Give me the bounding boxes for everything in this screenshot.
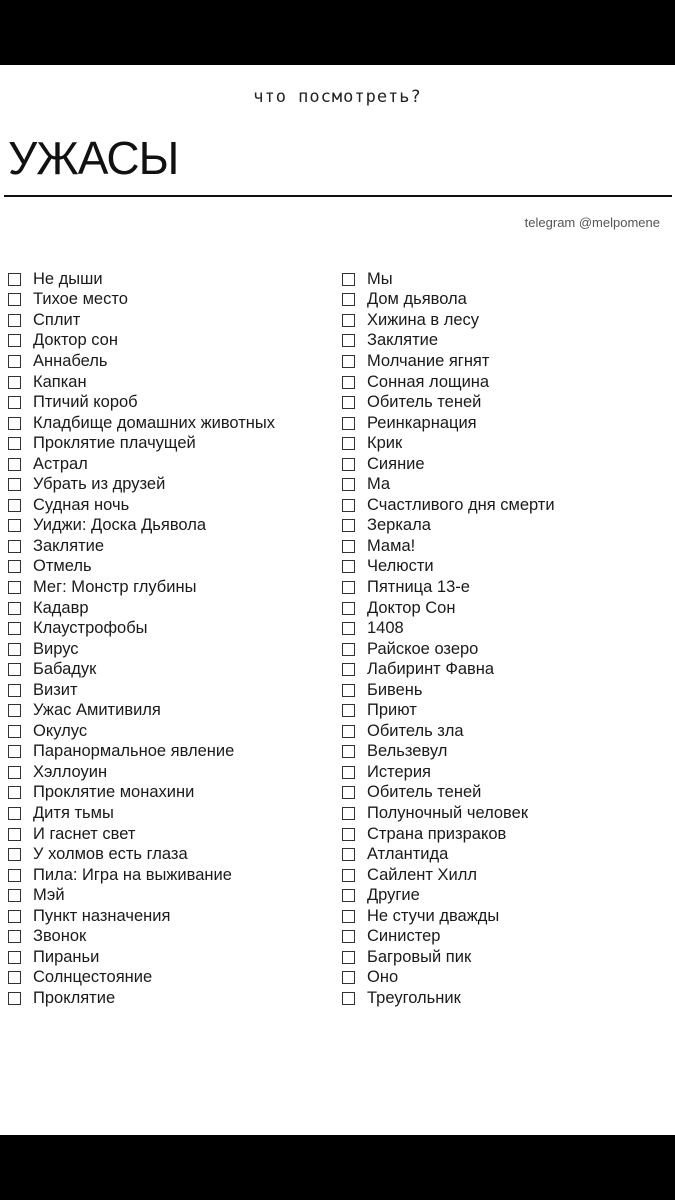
checklist-item[interactable] <box>8 495 275 516</box>
checklist-item-label: Приют <box>367 701 417 720</box>
checklist-item[interactable] <box>342 392 555 413</box>
checklist-item-label: Отмель <box>33 557 92 576</box>
checkbox[interactable] <box>8 355 21 368</box>
checkbox[interactable] <box>342 581 355 594</box>
checklist-item-label: Полуночный человек <box>367 803 529 822</box>
checkbox[interactable] <box>342 786 355 799</box>
checkbox[interactable] <box>342 540 355 553</box>
checkbox[interactable] <box>8 889 21 902</box>
checkbox[interactable] <box>342 396 355 409</box>
checklist-item-label: Астрал <box>33 454 88 473</box>
checklist-item[interactable] <box>8 290 275 311</box>
checkbox[interactable] <box>8 766 21 779</box>
checklist-item-label: Треугольник <box>367 988 461 1007</box>
checklist-item-label: Мы <box>367 269 393 288</box>
checkbox[interactable] <box>342 643 355 656</box>
checklist-item-label: Вельзевул <box>367 742 448 761</box>
checkbox[interactable] <box>8 930 21 943</box>
checklist-item[interactable] <box>8 557 275 578</box>
checklist-item[interactable] <box>8 618 275 639</box>
checklist-item-label: Ма <box>367 475 391 494</box>
checkbox[interactable] <box>8 828 21 841</box>
checklist-item-label: Обитель зла <box>367 721 464 740</box>
checkbox[interactable] <box>342 704 355 717</box>
checklist-item-label: Уиджи: Доска Дьявола <box>33 516 207 535</box>
checklist-item[interactable] <box>342 454 555 475</box>
checkbox[interactable] <box>8 519 21 532</box>
checkbox[interactable] <box>8 869 21 882</box>
checklist-item[interactable] <box>8 372 275 393</box>
checkbox[interactable] <box>342 355 355 368</box>
checklist-item[interactable] <box>342 742 555 763</box>
checkbox[interactable] <box>342 376 355 389</box>
checklist-item[interactable] <box>342 557 555 578</box>
checkbox[interactable] <box>8 602 21 615</box>
checkbox[interactable] <box>342 889 355 902</box>
checklist-item-label: Вирус <box>33 639 79 658</box>
checklist-item-label: Дом дьявола <box>367 290 467 309</box>
checklist-item[interactable] <box>342 988 555 1009</box>
checklist-item-label: Пила: Игра на выживание <box>33 865 232 884</box>
checklist-right-column <box>342 269 555 1009</box>
checklist-item-label: Реинкарнация <box>367 413 477 432</box>
checklist-item-label: Сайлент Хилл <box>367 865 478 884</box>
checklist-item-label: Заклятие <box>33 536 105 555</box>
checklist-item[interactable] <box>8 310 275 331</box>
checklist-item-label: Доктор Сон <box>367 598 456 617</box>
checklist-item[interactable] <box>342 413 555 434</box>
checkbox[interactable] <box>8 786 21 799</box>
page-subtitle: что посмотреть? <box>253 87 422 107</box>
checklist-item-label: Не стучи дважды <box>367 906 500 925</box>
top-black-bar <box>0 0 675 65</box>
checklist-item-label: 1408 <box>367 619 404 638</box>
checklist-item-label: Счастливого дня смерти <box>367 495 555 514</box>
checklist-item-label: Ужас Амитивиля <box>33 701 161 720</box>
checklist-item[interactable] <box>8 906 275 927</box>
checklist-item-label: Бивень <box>367 680 423 699</box>
checklist-item-label: Пираньи <box>33 947 100 966</box>
checklist-item-label: Зеркала <box>367 516 431 535</box>
checkbox[interactable] <box>8 499 21 512</box>
checklist-item-label: Мег: Монстр глубины <box>33 577 197 596</box>
checkbox[interactable] <box>342 602 355 615</box>
checkbox[interactable] <box>8 273 21 286</box>
document-page <box>0 65 675 1135</box>
checkbox[interactable] <box>8 458 21 471</box>
checklist-item[interactable] <box>8 700 275 721</box>
checklist-item[interactable] <box>8 988 275 1009</box>
checkbox[interactable] <box>342 848 355 861</box>
checklist-item-label: Не дыши <box>33 269 103 288</box>
checklist-item-label: Мэй <box>33 886 65 905</box>
checklist-item-label: Другие <box>367 886 420 905</box>
checklist-item[interactable] <box>8 598 275 619</box>
checklist-item-label: Истерия <box>367 762 431 781</box>
checklist-item-label: Пятница 13-е <box>367 577 470 596</box>
checkbox[interactable] <box>8 807 21 820</box>
checkbox[interactable] <box>8 704 21 717</box>
checklist-item[interactable] <box>8 947 275 968</box>
checklist-item[interactable] <box>342 474 555 495</box>
checklist-item-label: Проклятие <box>33 988 116 1007</box>
checkbox[interactable] <box>8 910 21 923</box>
checklist-item[interactable] <box>8 413 275 434</box>
checkbox[interactable] <box>8 951 21 964</box>
checkbox[interactable] <box>8 396 21 409</box>
checkbox[interactable] <box>342 869 355 882</box>
checklist-item[interactable] <box>342 659 555 680</box>
checklist-item[interactable] <box>342 947 555 968</box>
checkbox[interactable] <box>8 560 21 573</box>
checklist-item[interactable] <box>342 865 555 886</box>
checklist-item-label: Оно <box>367 968 399 987</box>
checklist-item[interactable] <box>8 474 275 495</box>
checklist-item[interactable] <box>8 885 275 906</box>
checkbox[interactable] <box>8 437 21 450</box>
checklist-item[interactable] <box>8 351 275 372</box>
checklist-item-label: Хэллоуин <box>33 762 108 781</box>
checklist-item-label: И гаснет свет <box>33 824 136 843</box>
checkbox[interactable] <box>8 992 21 1005</box>
checkbox[interactable] <box>8 293 21 306</box>
checkbox[interactable] <box>8 663 21 676</box>
checklist-item-label: Обитель теней <box>367 393 482 412</box>
checklist-item[interactable] <box>342 290 555 311</box>
checklist-item[interactable] <box>342 680 555 701</box>
checklist-item-label: Кладбище домашних животных <box>33 413 276 432</box>
checklist-item[interactable] <box>342 783 555 804</box>
checklist-item-label: Окулус <box>33 721 88 740</box>
checkbox[interactable] <box>342 971 355 984</box>
checklist-item-label: Проклятие плачущей <box>33 434 196 453</box>
checklist-item-label: Атлантида <box>367 845 449 864</box>
checklist-item-label: У холмов есть глаза <box>33 845 188 864</box>
checklist-item-label: Звонок <box>33 927 87 946</box>
checkbox[interactable] <box>8 478 21 491</box>
checkbox[interactable] <box>8 725 21 738</box>
checkbox[interactable] <box>8 848 21 861</box>
checklist-item-label: Визит <box>33 680 78 699</box>
checklist-item-label: Тихое место <box>33 290 128 309</box>
checklist-item[interactable] <box>8 392 275 413</box>
checklist-item[interactable] <box>8 269 275 290</box>
checklist-item[interactable] <box>342 351 555 372</box>
checkbox[interactable] <box>342 951 355 964</box>
checkbox[interactable] <box>8 540 21 553</box>
checklist-item[interactable] <box>342 639 555 660</box>
checkbox[interactable] <box>342 745 355 758</box>
checklist-item-label: Кадавр <box>33 598 89 617</box>
checklist-item[interactable] <box>8 927 275 948</box>
bottom-black-bar <box>0 1135 675 1200</box>
checklist-item[interactable] <box>8 331 275 352</box>
checkbox[interactable] <box>342 314 355 327</box>
checkbox[interactable] <box>8 971 21 984</box>
checklist-item-label: Страна призраков <box>367 824 507 843</box>
checklist-left-column <box>8 269 275 1009</box>
checklist-item[interactable] <box>342 824 555 845</box>
checkbox[interactable] <box>342 663 355 676</box>
checklist-item-label: Обитель теней <box>367 783 482 802</box>
checkbox[interactable] <box>342 910 355 923</box>
checklist-item[interactable] <box>8 865 275 886</box>
checklist-item[interactable] <box>8 659 275 680</box>
checklist-item[interactable] <box>8 516 275 537</box>
checklist-item-label: Судная ночь <box>33 495 130 514</box>
checklist-item-label: Паранормальное явление <box>33 742 235 761</box>
checklist-item[interactable] <box>8 454 275 475</box>
checklist-item[interactable] <box>342 372 555 393</box>
checklist-item[interactable] <box>8 433 275 454</box>
checklist-item-label: Доктор сон <box>33 331 118 350</box>
checkbox[interactable] <box>342 807 355 820</box>
checklist-item[interactable] <box>342 536 555 557</box>
checkbox[interactable] <box>342 417 355 430</box>
checklist-item-label: Дитя тьмы <box>33 803 114 822</box>
checkbox[interactable] <box>342 684 355 697</box>
checklist-item[interactable] <box>8 968 275 989</box>
checklist-item-label: Сонная лощина <box>367 372 490 391</box>
checkbox[interactable] <box>8 745 21 758</box>
checklist-item[interactable] <box>342 927 555 948</box>
checklist-item-label: Синистер <box>367 927 441 946</box>
checklist-item[interactable] <box>342 598 555 619</box>
checklist-item-label: Солнцестояние <box>33 968 153 987</box>
checklist-item[interactable] <box>342 433 555 454</box>
checkbox[interactable] <box>342 437 355 450</box>
checklist-item[interactable] <box>8 824 275 845</box>
checklist-item-label: Пункт назначения <box>33 906 171 925</box>
checklist-item-label: Хижина в лесу <box>367 310 480 329</box>
checklist-item[interactable] <box>8 639 275 660</box>
checklist-item-label: Сияние <box>367 454 425 473</box>
checklist-item-label: Птичий короб <box>33 393 138 412</box>
checkbox[interactable] <box>342 766 355 779</box>
checklist-item[interactable] <box>8 783 275 804</box>
checkbox[interactable] <box>8 376 21 389</box>
checklist-item-label: Райское озеро <box>367 639 479 658</box>
checkbox[interactable] <box>8 417 21 430</box>
checklist-item-label: Капкан <box>33 372 87 391</box>
checklist-item[interactable] <box>342 968 555 989</box>
checkbox[interactable] <box>342 560 355 573</box>
checklist-item[interactable] <box>342 269 555 290</box>
page-title: УЖАСЫ <box>8 132 179 184</box>
checklist-item-label: Лабиринт Фавна <box>367 660 495 679</box>
checkbox[interactable] <box>8 314 21 327</box>
checkbox[interactable] <box>342 992 355 1005</box>
checklist-item-label: Сплит <box>33 310 81 329</box>
checkbox[interactable] <box>342 930 355 943</box>
checkbox[interactable] <box>8 684 21 697</box>
checklist-item[interactable] <box>8 577 275 598</box>
checkbox[interactable] <box>342 293 355 306</box>
checklist-item[interactable] <box>342 700 555 721</box>
checklist-item-label: Бабадук <box>33 660 97 679</box>
checklist-item[interactable] <box>342 803 555 824</box>
checklist-item[interactable] <box>8 742 275 763</box>
checklist-item[interactable] <box>8 536 275 557</box>
checklist-item[interactable] <box>8 803 275 824</box>
checklist-item[interactable] <box>8 762 275 783</box>
checklist-item-label: Убрать из друзей <box>33 475 166 494</box>
checklist-item[interactable] <box>8 721 275 742</box>
checklist-item-label: Молчание ягнят <box>367 351 490 370</box>
checklist-item-label: Заклятие <box>367 331 439 350</box>
checklist-item[interactable] <box>342 577 555 598</box>
checkbox[interactable] <box>342 334 355 347</box>
checkbox[interactable] <box>8 643 21 656</box>
checklist-item[interactable] <box>342 885 555 906</box>
checklist-item-label: Клаустрофобы <box>33 619 148 638</box>
checklist-item[interactable] <box>342 331 555 352</box>
checklist-item[interactable] <box>342 516 555 537</box>
checklist-item-label: Аннабель <box>33 351 108 370</box>
checkbox[interactable] <box>342 478 355 491</box>
checklist-item[interactable] <box>342 618 555 639</box>
checklist-item[interactable] <box>342 310 555 331</box>
checklist-item-label: Крик <box>367 434 403 453</box>
checklist-item-label: Багровый пик <box>367 947 472 966</box>
checklist-item[interactable] <box>342 721 555 742</box>
checkbox[interactable] <box>8 581 21 594</box>
checkbox[interactable] <box>342 622 355 635</box>
checkbox[interactable] <box>8 334 21 347</box>
checkbox[interactable] <box>342 519 355 532</box>
checkbox[interactable] <box>342 725 355 738</box>
checkbox[interactable] <box>342 458 355 471</box>
checklist-item-label: Мама! <box>367 536 416 555</box>
telegram-handle: telegram @melpomene <box>524 215 660 230</box>
title-divider <box>4 195 672 197</box>
checklist-item-label: Проклятие монахини <box>33 783 195 802</box>
checklist-item[interactable] <box>342 762 555 783</box>
checklist-item-label: Челюсти <box>367 557 434 576</box>
checklist-item[interactable] <box>342 906 555 927</box>
checklist-item[interactable] <box>8 680 275 701</box>
checklist-item[interactable] <box>8 844 275 865</box>
checklist-item[interactable] <box>342 495 555 516</box>
checkbox[interactable] <box>342 828 355 841</box>
checkbox[interactable] <box>342 273 355 286</box>
checkbox[interactable] <box>342 499 355 512</box>
checklist-item[interactable] <box>342 844 555 865</box>
checkbox[interactable] <box>8 622 21 635</box>
